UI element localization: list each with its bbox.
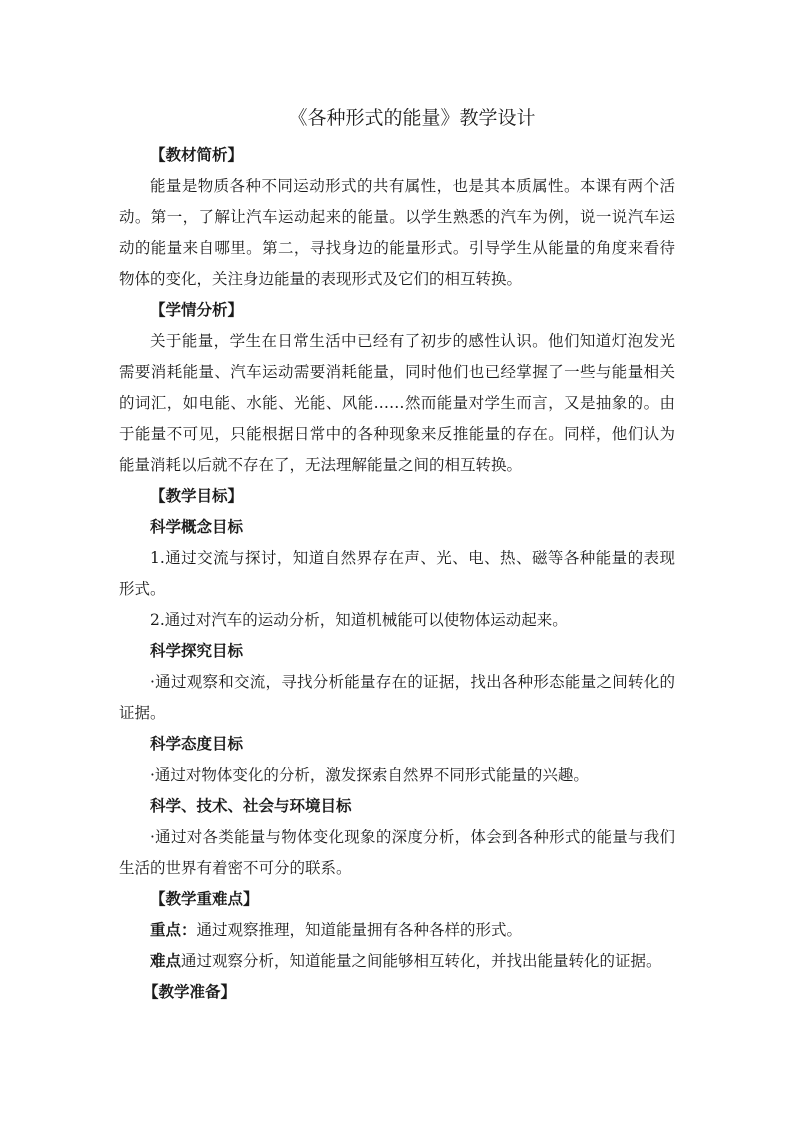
- paragraph-textbook: 能量是物质各种不同运动形式的共有属性，也是其本质属性。本课有两个活动。第一，了解让汽车运动起来的能量。以学生熟悉的汽车为例，说一说汽车运动的能量来自哪里。第二，寻找身边的能量形式。引导学生从能量的角度来看待物体的变化，关注身边能量的表现形式及它们的相互转换。: [119, 177, 675, 288]
- section-heading-textbook: 【教材简析】: [150, 146, 244, 164]
- line-difficult-point: [119, 946, 675, 977]
- paragraph-concept-1: 1.通过交流与探讨，知道自然界存在声、光、电、热、磁等各种能量的表现形式。: [119, 549, 675, 598]
- difficult-point-label: 难点: [150, 952, 182, 970]
- line-key-point: [119, 915, 675, 946]
- key-point-text: 通过观察推理，知道能量拥有各种各样的形式。: [196, 921, 523, 939]
- subheading-attitude: 科学态度目标: [150, 735, 244, 753]
- key-point-label: 重点：: [150, 921, 197, 939]
- subheading-concept: 科学概念目标: [150, 518, 244, 536]
- section-heading-key: 【教学重难点】: [150, 890, 259, 908]
- section-heading-goals: 【教学目标】: [150, 487, 244, 505]
- paragraph-students: 关于能量，学生在日常生活中已经有了初步的感性认识。他们知道灯泡发光需要消耗能量、汽车运动需要消耗能量，同时他们也已经掌握了一些与能量相关的词汇，如电能、水能、光能、风能……然而能量对学生而言，又是抽象的。由于能量不可见，只能根据日常中的各种现象来反推能量的存在。同样，他们认为能量消耗以后就不存在了，无法理解能量之间的相互转换。: [119, 332, 675, 474]
- subheading-sts: 科学、技术、社会与环境目标: [150, 797, 352, 815]
- paragraph-concept-2: 2.通过对汽车的运动分析，知道机械能可以使物体运动起来。: [150, 611, 568, 629]
- paragraph-inquiry: ·通过观察和交流，寻找分析能量存在的证据，找出各种形态能量之间转化的证据。: [119, 673, 675, 722]
- document-page: [119, 96, 675, 1008]
- paragraph-sts: ·通过对各类能量与物体变化现象的深度分析，体会到各种形式的能量与我们生活的世界有着密不可分的联系。: [119, 828, 675, 877]
- section-heading-prep: 【教学准备】: [143, 983, 237, 1001]
- section-heading-students: 【学情分析】: [150, 301, 244, 319]
- subheading-inquiry: 科学探究目标: [150, 642, 244, 660]
- paragraph-attitude: ·通过对物体变化的分析，激发探索自然界不同形式能量的兴趣。: [150, 766, 589, 784]
- document-title: 《各种形式的能量》教学设计: [288, 107, 536, 129]
- difficult-point-text: 通过观察分析，知道能量之间能够相互转化，并找出能量转化的证据。: [181, 952, 662, 970]
